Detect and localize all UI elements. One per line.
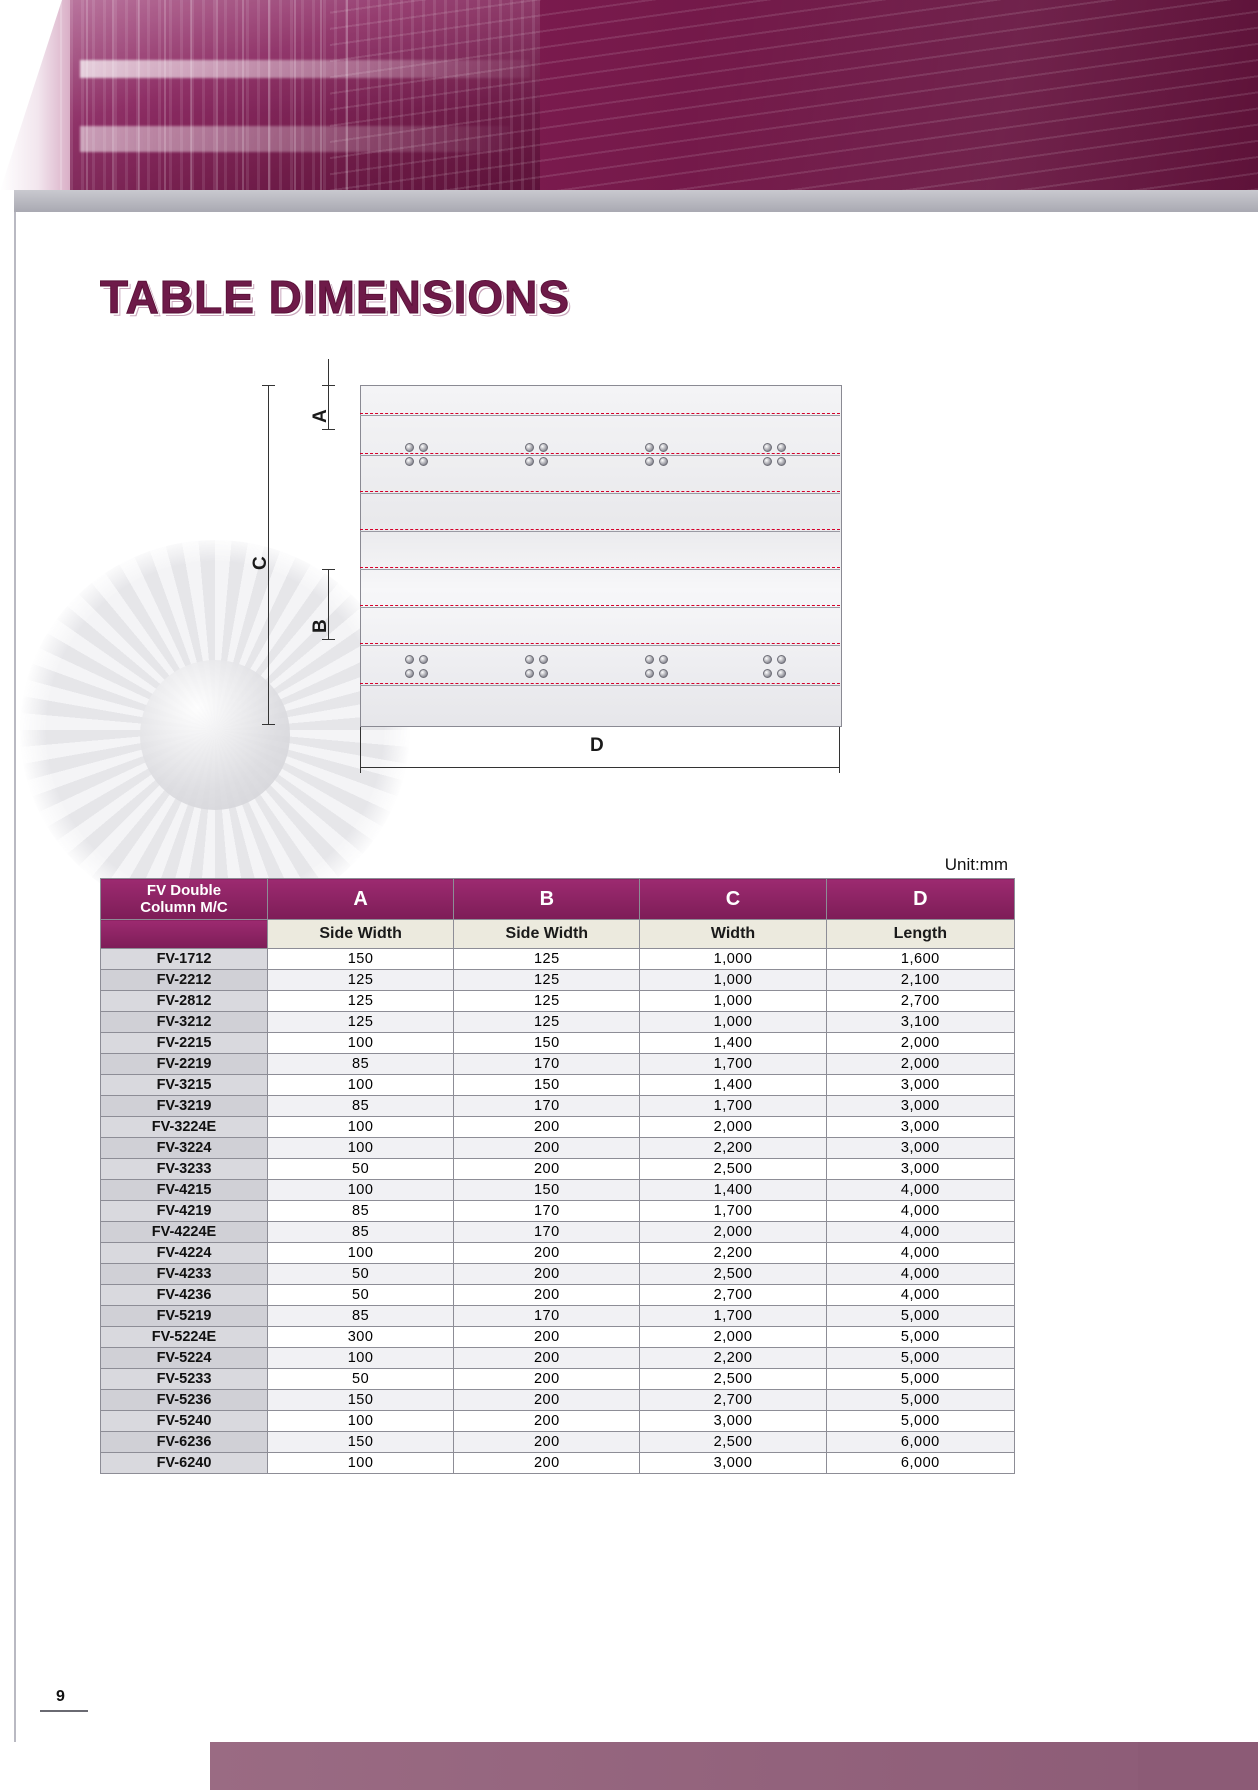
plate-line-3 [360,493,840,494]
cell-b: 200 [454,1390,640,1411]
dim-label-c: C [250,556,271,570]
cell-a: 85 [267,1201,453,1222]
cell-b: 200 [454,1411,640,1432]
t-slot-7 [360,643,840,644]
cell-a: 300 [267,1327,453,1348]
cell-c: 1,000 [640,949,826,970]
cell-b: 170 [454,1306,640,1327]
table-row [101,1012,1015,1033]
cell-b: 200 [454,1369,640,1390]
cell-c: 1,400 [640,1033,826,1054]
cell-model: FV-5240 [101,1411,268,1432]
table-row [101,1201,1015,1222]
cell-model: FV-2812 [101,991,268,1012]
cell-d: 3,000 [826,1159,1014,1180]
table-row [101,1222,1015,1243]
cell-a: 100 [267,1117,453,1138]
cell-model: FV-4215 [101,1180,268,1201]
cell-model: FV-4219 [101,1201,268,1222]
table-body [101,949,1015,1474]
cell-c: 1,700 [640,1306,826,1327]
cell-b: 200 [454,1117,640,1138]
cell-b: 170 [454,1201,640,1222]
hole-group [405,443,431,469]
table-row [101,1348,1015,1369]
cell-d: 3,000 [826,1117,1014,1138]
cell-a: 125 [267,1012,453,1033]
cell-model: FV-5219 [101,1306,268,1327]
cell-d: 3,000 [826,1096,1014,1117]
cell-c: 1,000 [640,970,826,991]
dim-tick-a-bottom [322,429,335,430]
table-dimension-drawing [250,355,870,795]
dim-tick-c-top [262,385,275,386]
cell-c: 2,500 [640,1159,826,1180]
cell-c: 2,000 [640,1327,826,1348]
footer-bar [210,1742,1258,1790]
plate-line-6 [360,607,840,608]
header-col-b: B [454,879,640,920]
header-gray-bar-notch [0,190,14,212]
table-row [101,1075,1015,1096]
table-row [101,991,1015,1012]
cell-b: 150 [454,1075,640,1096]
table-row [101,1264,1015,1285]
cell-model: FV-5224E [101,1327,268,1348]
cell-model: FV-5233 [101,1369,268,1390]
cell-model: FV-3212 [101,1012,268,1033]
header-model [101,879,268,920]
table-header-row-sub [101,920,1015,949]
page-number: 9 [56,1688,65,1705]
cell-a: 50 [267,1285,453,1306]
cell-a: 85 [267,1096,453,1117]
dim-ext-d-left [360,727,361,773]
header-gray-bar [0,190,1258,212]
cell-d: 4,000 [826,1264,1014,1285]
header-sub-c: Width [640,920,826,949]
plate-line-1 [360,415,840,416]
cell-a: 100 [267,1411,453,1432]
header-model-line1: FV Double [146,882,222,899]
cell-model: FV-3224 [101,1138,268,1159]
cell-c: 2,500 [640,1369,826,1390]
cell-a: 125 [267,991,453,1012]
t-slot-4 [360,529,840,530]
table-header-row-top [101,879,1015,920]
table-row [101,1327,1015,1348]
hole-group [763,655,789,681]
dim-tick-b-bottom [322,639,335,640]
cell-d: 4,000 [826,1222,1014,1243]
table-row [101,1432,1015,1453]
cell-model: FV-4224E [101,1222,268,1243]
cell-d: 5,000 [826,1411,1014,1432]
cell-d: 4,000 [826,1180,1014,1201]
table-row [101,1159,1015,1180]
dim-ext-d-right [839,727,840,773]
header-sub-d: Length [826,920,1014,949]
cell-b: 150 [454,1180,640,1201]
cell-model: FV-4236 [101,1285,268,1306]
cell-b: 200 [454,1432,640,1453]
cell-model: FV-5236 [101,1390,268,1411]
cell-c: 1,700 [640,1201,826,1222]
cell-d: 5,000 [826,1348,1014,1369]
cell-c: 2,000 [640,1117,826,1138]
plate-line-5 [360,569,840,570]
cell-c: 1,400 [640,1075,826,1096]
cell-b: 200 [454,1159,640,1180]
cell-a: 100 [267,1180,453,1201]
banner-wedge [698,0,1258,190]
table-row [101,1369,1015,1390]
cell-model: FV-3219 [101,1096,268,1117]
cell-c: 1,000 [640,991,826,1012]
header-sub-b: Side Width [454,920,640,949]
cell-b: 200 [454,1453,640,1474]
hole-group [645,443,671,469]
cell-a: 150 [267,949,453,970]
table-row [101,1096,1015,1117]
cell-c: 2,200 [640,1243,826,1264]
cell-c: 1,700 [640,1054,826,1075]
cell-b: 125 [454,970,640,991]
dim-line-d [360,767,840,768]
header-col-c: C [640,879,826,920]
cell-b: 200 [454,1285,640,1306]
cell-c: 3,000 [640,1453,826,1474]
cell-c: 1,400 [640,1180,826,1201]
cell-b: 170 [454,1054,640,1075]
plate-line-8 [360,685,840,686]
cell-a: 100 [267,1243,453,1264]
cell-d: 2,100 [826,970,1014,991]
cell-b: 200 [454,1348,640,1369]
cell-c: 2,000 [640,1222,826,1243]
cell-a: 85 [267,1306,453,1327]
footer-left-white [0,1742,210,1790]
cell-d: 5,000 [826,1327,1014,1348]
cell-model: FV-1712 [101,949,268,970]
cell-d: 6,000 [826,1432,1014,1453]
page-left-rule [14,212,16,1772]
cell-a: 100 [267,1033,453,1054]
table-row [101,1117,1015,1138]
cell-a: 50 [267,1264,453,1285]
cell-c: 1,000 [640,1012,826,1033]
cell-d: 5,000 [826,1390,1014,1411]
banner-vertical-slices [60,0,360,190]
cell-c: 2,500 [640,1432,826,1453]
cell-b: 200 [454,1264,640,1285]
cell-model: FV-4233 [101,1264,268,1285]
cell-a: 50 [267,1159,453,1180]
cell-model: FV-5224 [101,1348,268,1369]
dim-line-c [268,385,269,725]
cell-c: 2,200 [640,1138,826,1159]
cell-model: FV-2215 [101,1033,268,1054]
cell-b: 200 [454,1327,640,1348]
hole-group [763,443,789,469]
dim-label-a: A [310,409,331,423]
header-model-line2: Column M/C [140,899,228,916]
table-dimensions-table [100,878,1015,1474]
cell-d: 5,000 [826,1369,1014,1390]
cell-model: FV-6240 [101,1453,268,1474]
page-number-rule [40,1710,88,1712]
cell-a: 100 [267,1075,453,1096]
header-sub-a: Side Width [267,920,453,949]
table-row [101,1033,1015,1054]
cell-c: 1,700 [640,1096,826,1117]
table-row [101,949,1015,970]
cell-model: FV-4224 [101,1243,268,1264]
header-col-d: D [826,879,1014,920]
table-row [101,1390,1015,1411]
cell-a: 100 [267,1453,453,1474]
cell-b: 170 [454,1222,640,1243]
table-row [101,970,1015,991]
cell-d: 4,000 [826,1243,1014,1264]
table-row [101,1306,1015,1327]
cell-d: 6,000 [826,1453,1014,1474]
cell-model: FV-3233 [101,1159,268,1180]
table-row [101,1243,1015,1264]
cell-d: 1,600 [826,949,1014,970]
plate-line-7 [360,645,840,646]
t-slot-6 [360,605,840,606]
cell-a: 125 [267,970,453,991]
dim-tick-a-top [322,385,335,386]
table-row [101,1054,1015,1075]
dim-label-d: D [590,735,604,756]
hole-group [645,655,671,681]
cell-a: 85 [267,1222,453,1243]
cell-b: 125 [454,991,640,1012]
cell-d: 5,000 [826,1306,1014,1327]
dim-tick-b-top [322,569,335,570]
cell-a: 100 [267,1348,453,1369]
cell-model: FV-6236 [101,1432,268,1453]
table-row [101,1453,1015,1474]
cell-b: 200 [454,1138,640,1159]
hole-group [405,655,431,681]
header-sub-blank [101,920,268,949]
cell-b: 170 [454,1096,640,1117]
cell-a: 150 [267,1390,453,1411]
cell-model: FV-2212 [101,970,268,991]
cell-b: 150 [454,1033,640,1054]
cell-d: 2,000 [826,1033,1014,1054]
table-row [101,1138,1015,1159]
cell-d: 4,000 [826,1285,1014,1306]
t-slot-8 [360,683,840,684]
cell-d: 3,100 [826,1012,1014,1033]
dim-label-b: B [310,619,331,633]
cell-model: FV-2219 [101,1054,268,1075]
cell-a: 50 [267,1369,453,1390]
plate-line-4 [360,531,840,532]
hole-group [525,655,551,681]
hole-group [525,443,551,469]
t-slot-3 [360,491,840,492]
cell-c: 3,000 [640,1411,826,1432]
footer-bar-right [1138,1742,1258,1790]
cell-a: 150 [267,1432,453,1453]
t-slot-5 [360,567,840,568]
header-col-a: A [267,879,453,920]
cell-c: 2,700 [640,1285,826,1306]
cell-d: 2,000 [826,1054,1014,1075]
cell-b: 125 [454,949,640,970]
cell-model: FV-3215 [101,1075,268,1096]
cell-c: 2,700 [640,1390,826,1411]
cell-model: FV-3224E [101,1117,268,1138]
table-row [101,1411,1015,1432]
cell-c: 2,500 [640,1264,826,1285]
cell-a: 85 [267,1054,453,1075]
header-banner [0,0,1258,190]
dim-tick-c-bottom [262,724,275,725]
t-slot-1 [360,413,840,414]
cell-d: 3,000 [826,1075,1014,1096]
table-row [101,1180,1015,1201]
cell-d: 4,000 [826,1201,1014,1222]
table-row [101,1285,1015,1306]
page-title: TABLE DIMENSIONS [100,271,571,323]
banner-left-white-wedge [0,0,62,190]
cell-d: 3,000 [826,1138,1014,1159]
unit-note: Unit:mm [944,855,1008,874]
cell-d: 2,700 [826,991,1014,1012]
cell-b: 200 [454,1243,640,1264]
cell-b: 125 [454,1012,640,1033]
cell-c: 2,200 [640,1348,826,1369]
cell-a: 100 [267,1138,453,1159]
